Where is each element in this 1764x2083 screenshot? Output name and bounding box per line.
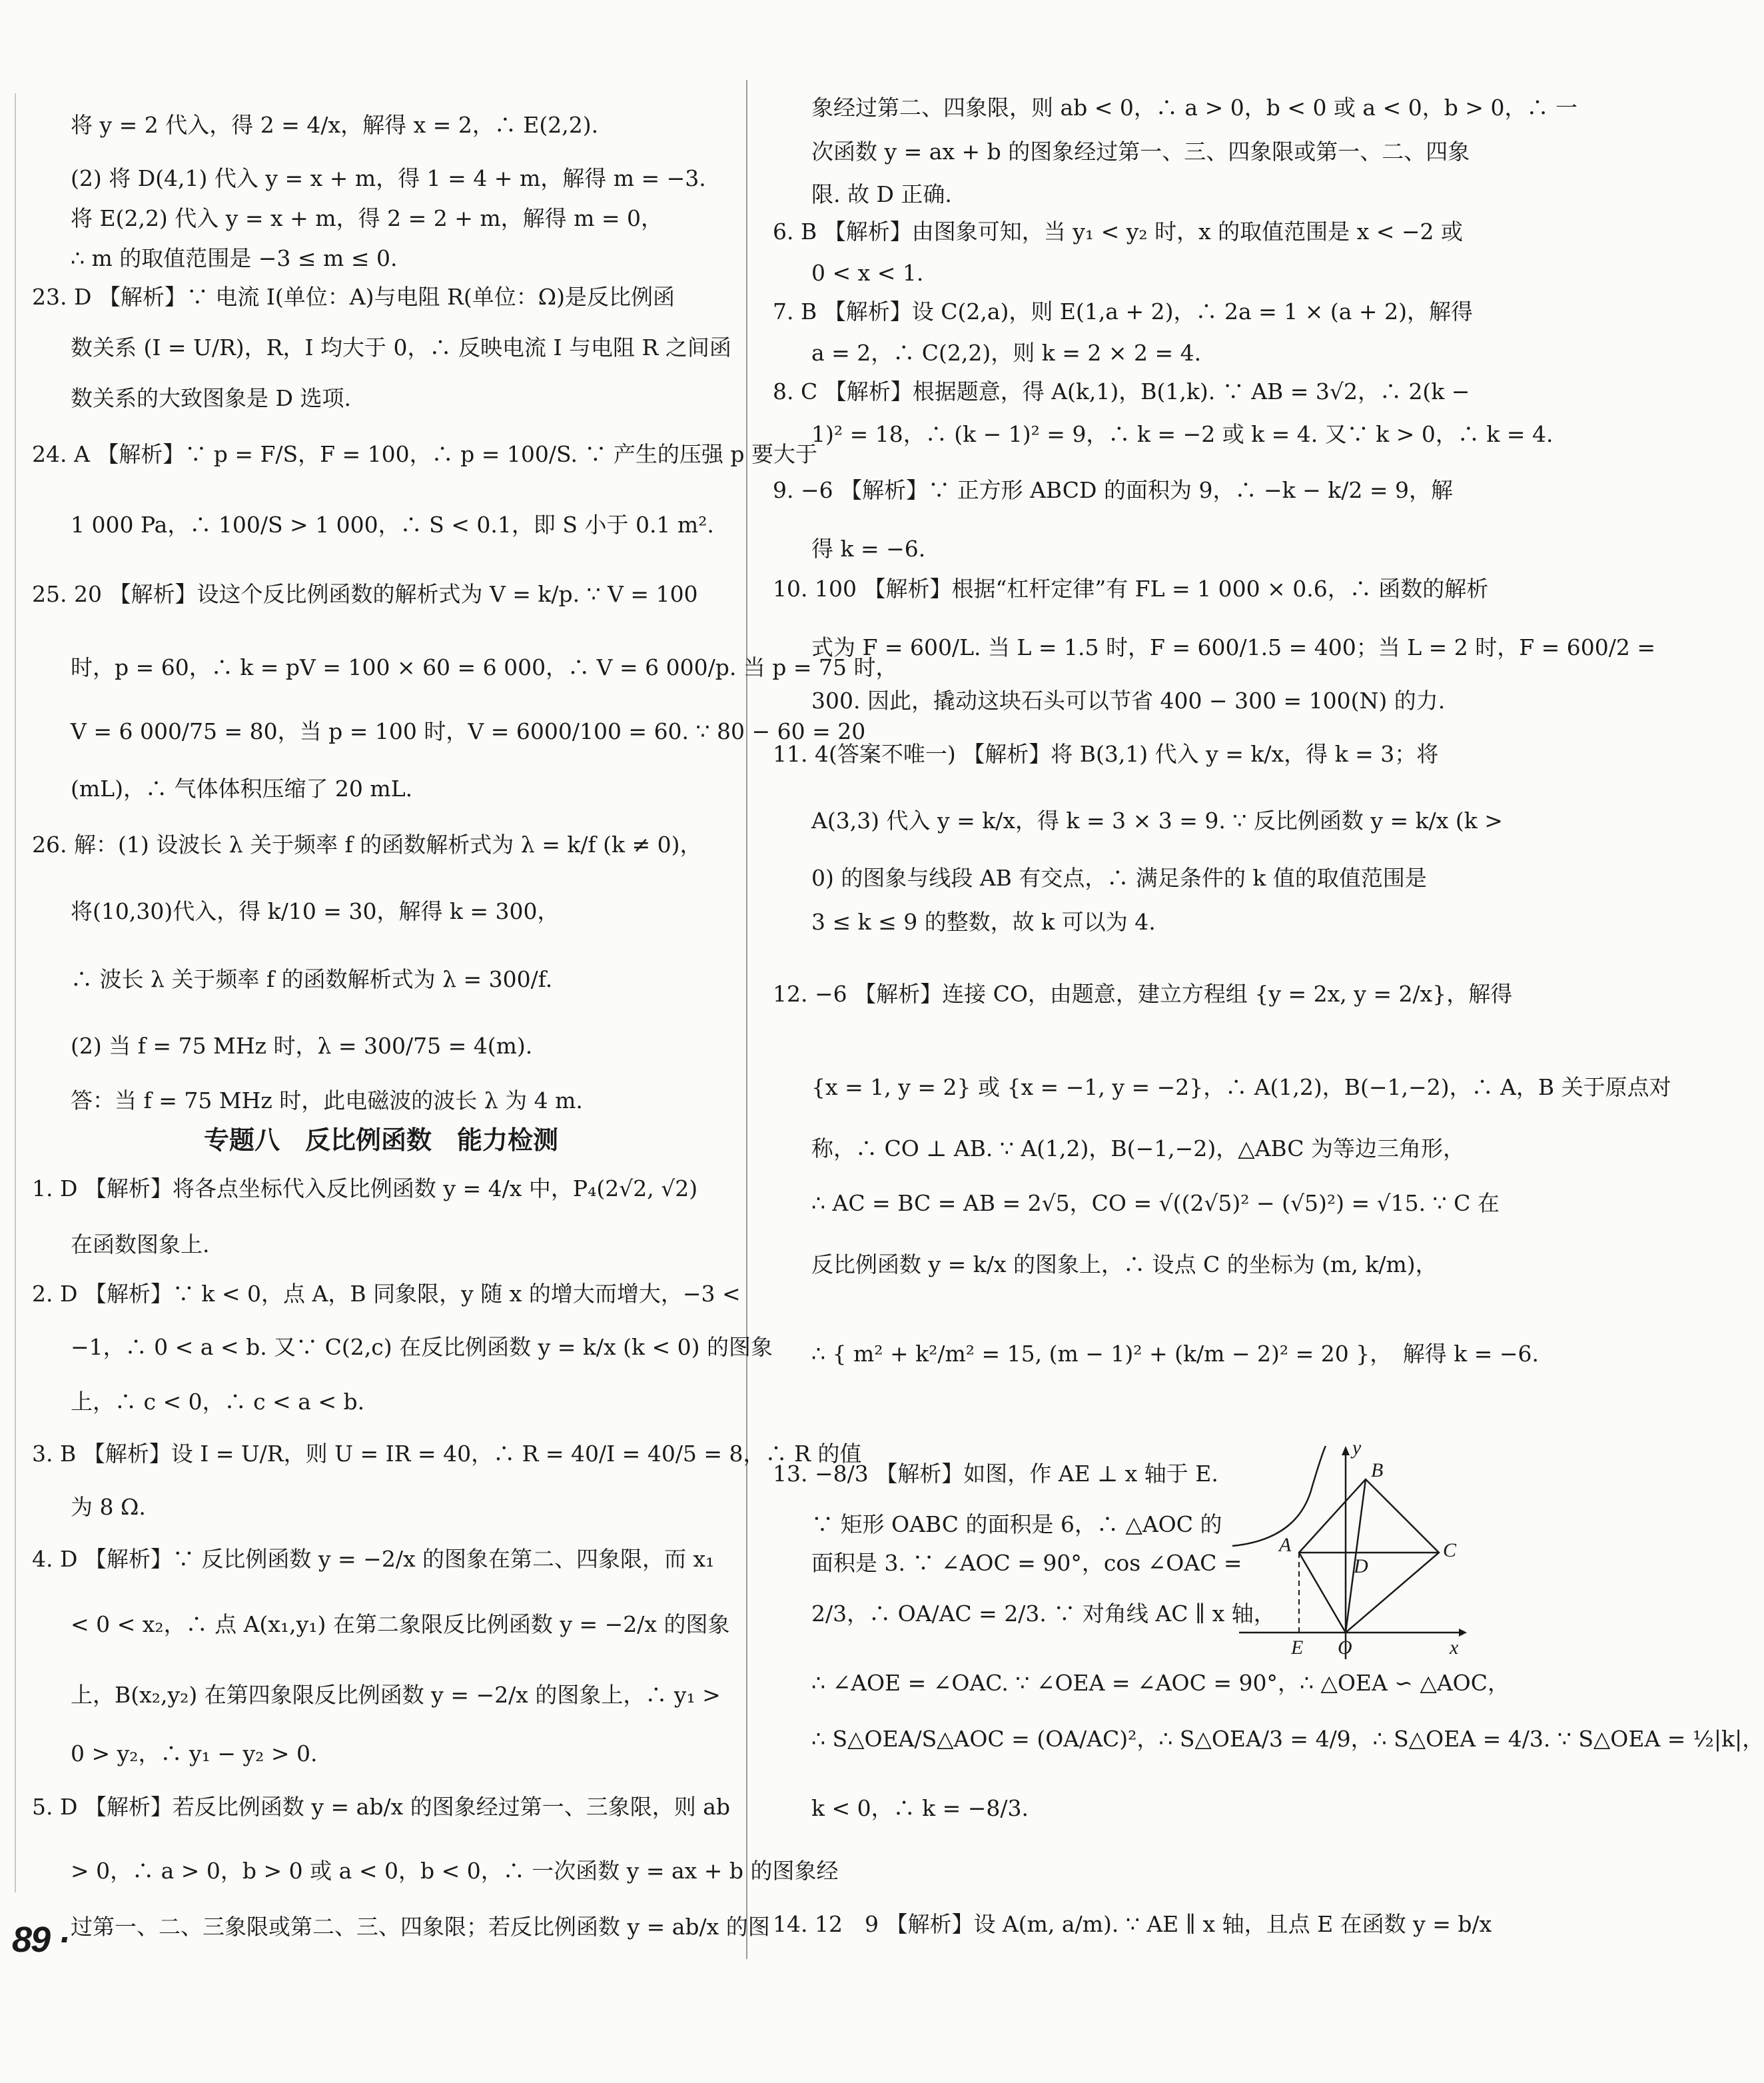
- text-line: (2) 当 f = 75 MHz 时，λ = 300/75 = 4(m).: [71, 1033, 533, 1059]
- fig-label: D: [1354, 1555, 1368, 1577]
- text-line: (2) 将 D(4,1) 代入 y = x + m，得 1 = 4 + m，解得 m = −3.: [71, 165, 706, 191]
- text-line: {x = 1, y = 2} 或 {x = −1, y = −2}，∴ A(1,2)，B(−1,−2)，∴ A，B 关于原点对: [811, 1074, 1671, 1100]
- text-line: 过第一、二、三象限或第二、三、四象限；若反比例函数 y = ab/x 的图: [71, 1914, 770, 1940]
- rectangle-oabc: [1299, 1479, 1439, 1633]
- text-line: 26. 解：(1) 设波长 λ 关于频率 f 的函数解析式为 λ = k/f (k ≠ 0)，: [32, 832, 702, 858]
- text-line: 面积是 3. ∵ ∠AOC = 90°，cos ∠OAC =: [811, 1550, 1242, 1576]
- text-line: 3. B 【解析】设 I = U/R，则 U = IR = 40，∴ R = 40/I = 40/5 = 8，∴ R 的值: [32, 1441, 862, 1467]
- text-line: (mL)，∴ 气体体积压缩了 20 mL.: [71, 776, 413, 802]
- text-line: 0 < x < 1.: [811, 260, 924, 286]
- text-line: ∴ { m² + k²/m² = 15, (m − 1)² + (k/m − 2)² = 20 }， 解得 k = −6.: [811, 1341, 1539, 1367]
- text-line: A(3,3) 代入 y = k/x，得 k = 3 × 3 = 9. ∵ 反比例函数 y = k/x (k >: [811, 808, 1503, 834]
- y-axis-arrow-icon: [1342, 1446, 1350, 1455]
- text-line: 得 k = −6.: [811, 536, 926, 562]
- x-axis-arrow-icon: [1459, 1629, 1467, 1637]
- text-line: 在函数图象上.: [71, 1231, 210, 1257]
- text-line: 10. 100 【解析】根据“杠杆定律”有 FL = 1 000 × 0.6，∴ 函数的解析: [773, 576, 1489, 602]
- text-line: 式为 F = 600/L. 当 L = 1.5 时，F = 600/1.5 = 400；当 L = 2 时，F = 600/2 =: [811, 634, 1656, 660]
- text-line: 1)² = 18，∴ (k − 1)² = 9，∴ k = −2 或 k = 4. 又∵ k > 0，∴ k = 4.: [811, 421, 1553, 447]
- text-line: 将 E(2,2) 代入 y = x + m，得 2 = 2 + m，解得 m = 0，: [71, 205, 663, 231]
- text-line: 反比例函数 y = k/x 的图象上，∴ 设点 C 的坐标为 (m, k/m)，: [811, 1251, 1438, 1277]
- hyperbola-curve: [1232, 1446, 1326, 1546]
- text-line: 9. −6 【解析】∵ 正方形 ABCD 的面积为 9，∴ −k − k/2 = 9，解: [773, 477, 1453, 503]
- text-line: 13. −8/3 【解析】如图，作 AE ⊥ x 轴于 E.: [773, 1461, 1218, 1487]
- text-line: k < 0，∴ k = −8/3.: [811, 1795, 1029, 1821]
- text-line: 时，p = 60，∴ k = pV = 100 × 60 = 6 000，∴ V = 6 000/p. 当 p = 75 时，: [71, 654, 898, 680]
- page-number: 89 ·: [12, 1920, 69, 1960]
- text-line: 数关系的大致图象是 D 选项.: [71, 385, 351, 411]
- text-line: 4. D 【解析】∵ 反比例函数 y = −2/x 的图象在第二、四象限，而 x₁: [32, 1546, 715, 1572]
- text-line: 次函数 y = ax + b 的图象经过第一、三、四象限或第一、二、四象: [811, 139, 1470, 165]
- text-line: 1. D 【解析】将各点坐标代入反比例函数 y = 4/x 中，P₄(2√2, √2): [32, 1175, 698, 1201]
- text-line: 象经过第二、四象限，则 ab < 0，∴ a > 0，b < 0 或 a < 0，b > 0，∴ 一: [811, 95, 1577, 121]
- text-line: ∴ ∠AOE = ∠OAC. ∵ ∠OEA = ∠AOC = 90°，∴ △OEA ∽ △AOC，: [811, 1670, 1510, 1696]
- text-line: 14. 12 9 【解析】设 A(m, a/m). ∵ AE ∥ x 轴，且点 E 在函数 y = b/x: [773, 1911, 1492, 1937]
- text-line: 300. 因此，撬动这块石头可以节省 400 − 300 = 100(N) 的力.: [811, 688, 1446, 714]
- text-line: 5. D 【解析】若反比例函数 y = ab/x 的图象经过第一、三象限，则 ab: [32, 1794, 730, 1820]
- text-line: ∴ S△OEA/S△AOC = (OA/AC)²，∴ S△OEA/3 = 4/9，∴ S△OEA = 4/3. ∵ S△OEA = ½|k|，: [811, 1726, 1764, 1752]
- text-line: 将 y = 2 代入，得 2 = 4/x，解得 x = 2，∴ E(2,2).: [71, 112, 599, 138]
- text-line: a = 2，∴ C(2,2)，则 k = 2 × 2 = 4.: [811, 340, 1202, 366]
- text-line: V = 6 000/75 = 80，当 p = 100 时，V = 6000/100 = 60. ∵ 80 − 60 = 20: [71, 718, 866, 744]
- text-line: 限. 故 D 正确.: [811, 181, 952, 207]
- text-line: 将(10,30)代入，得 k/10 = 30，解得 k = 300，: [71, 898, 560, 924]
- text-line: 6. B 【解析】由图象可知，当 y₁ < y₂ 时，x 的取值范围是 x < −2 或: [773, 219, 1464, 245]
- text-line: 12. −6 【解析】连接 CO，由题意，建立方程组 {y = 2x, y = 2/x}，解得: [773, 981, 1513, 1007]
- text-line: −1，∴ 0 < a < b. 又∵ C(2,c) 在反比例函数 y = k/x (k < 0) 的图象: [71, 1334, 773, 1360]
- text-line: 7. B 【解析】设 C(2,a)，则 E(1,a + 2)，∴ 2a = 1 × (a + 2)，解得: [773, 299, 1473, 325]
- text-line: 2/3，∴ OA/AC = 2/3. ∵ 对角线 AC ∥ x 轴，: [811, 1601, 1276, 1627]
- fig-label: B: [1371, 1459, 1384, 1481]
- left-margin-rule: [15, 93, 16, 1892]
- column-divider: [746, 80, 747, 1959]
- fig-label: y: [1352, 1437, 1362, 1459]
- text-line: 2. D 【解析】∵ k < 0，点 A，B 同象限，y 随 x 的增大而增大，−3 <: [32, 1281, 741, 1307]
- geometry-figure: [1226, 1439, 1479, 1666]
- text-line: 0 > y₂，∴ y₁ − y₂ > 0.: [71, 1740, 318, 1766]
- text-line: > 0，∴ a > 0，b > 0 或 a < 0，b < 0，∴ 一次函数 y = ax + b 的图象经: [71, 1858, 839, 1884]
- text-line: ∴ m 的取值范围是 −3 ≤ m ≤ 0.: [71, 245, 398, 271]
- text-line: 称，∴ CO ⊥ AB. ∵ A(1,2)，B(−1,−2)，△ABC 为等边三角形，: [811, 1135, 1466, 1161]
- fig-label: C: [1443, 1539, 1457, 1561]
- text-line: 为 8 Ω.: [71, 1494, 146, 1520]
- fig-label: E: [1291, 1637, 1304, 1659]
- fig-label: O: [1338, 1637, 1352, 1659]
- text-line: 25. 20 【解析】设这个反比例函数的解析式为 V = k/p. ∵ V = 100: [32, 581, 698, 607]
- text-line: 3 ≤ k ≤ 9 的整数，故 k 可以为 4.: [811, 909, 1156, 935]
- text-line: 数关系 (I = U/R)，R，I 均大于 0，∴ 反映电流 I 与电阻 R 之间函: [71, 335, 731, 360]
- text-line: 上，B(x₂,y₂) 在第四象限反比例函数 y = −2/x 的图象上，∴ y₁ >: [71, 1682, 721, 1708]
- text-line: 24. A 【解析】∵ p = F/S，F = 100，∴ p = 100/S. ∵ 产生的压强 p 要大于: [32, 441, 818, 467]
- text-line: ∴ AC = BC = AB = 2√5，CO = √((2√5)² − (√5)²) = √15. ∵ C 在: [811, 1190, 1500, 1216]
- text-line: 上，∴ c < 0，∴ c < a < b.: [71, 1389, 365, 1415]
- text-line: 答：当 f = 75 MHz 时，此电磁波的波长 λ 为 4 m.: [71, 1087, 583, 1113]
- fig-label: x: [1450, 1637, 1459, 1659]
- text-line: 11. 4(答案不唯一) 【解析】将 B(3,1) 代入 y = k/x，得 k = 3；将: [773, 741, 1439, 767]
- section-title: 专题八 反比例函数 能力检测: [203, 1125, 558, 1155]
- text-line: 8. C 【解析】根据题意，得 A(k,1)，B(1,k). ∵ AB = 3√2，∴ 2(k −: [773, 378, 1470, 404]
- fig-label: A: [1279, 1534, 1292, 1556]
- text-line: 0) 的图象与线段 AB 有交点，∴ 满足条件的 k 值的取值范围是: [811, 865, 1427, 891]
- text-line: 23. D 【解析】∵ 电流 I(单位：A)与电阻 R(单位：Ω)是反比例函: [32, 284, 675, 310]
- text-line: ∵ 矩形 OABC 的面积是 6，∴ △AOC 的: [811, 1511, 1222, 1537]
- text-line: 1 000 Pa，∴ 100/S > 1 000，∴ S < 0.1，即 S 小于 0.1 m².: [71, 512, 714, 538]
- text-line: < 0 < x₂，∴ 点 A(x₁,y₁) 在第二象限反比例函数 y = −2/x 的图象: [71, 1611, 730, 1637]
- text-line: ∴ 波长 λ 关于频率 f 的函数解析式为 λ = 300/f.: [71, 966, 553, 992]
